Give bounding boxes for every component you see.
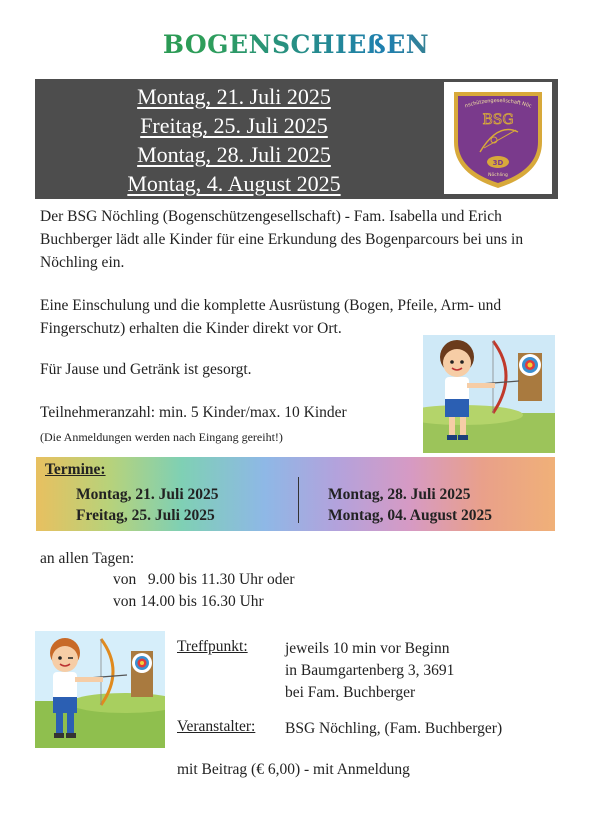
meeting-line: in Baumgartenberg 3, 3691	[285, 662, 455, 679]
date-lines	[35, 82, 433, 198]
boy-archer-clipart	[35, 631, 165, 748]
termine-left-column	[76, 484, 219, 526]
termine-box	[36, 457, 555, 531]
termine-date: Montag, 28. Juli 2025	[328, 486, 471, 503]
date-line: Montag, 21. Juli 2025	[137, 84, 331, 109]
time-slot: von 14.00 bis 16.30 Uhr	[113, 593, 264, 610]
termine-date: Montag, 04. August 2025	[328, 507, 493, 524]
logo-top-text: nschützengesellschaft Nöc	[464, 97, 533, 110]
logo-name: BSG	[482, 112, 514, 128]
date-line: Freitag, 25. Juli 2025	[140, 113, 328, 138]
intro-paragraph: Der BSG Nöchling (Bogenschützengesellschaft) - Fam. Isabella und Erich Buchberger lädt alle Kinder für eine Erkundung des Bogenparcours bei uns in Nöchling ein.	[40, 208, 524, 271]
logo-badge: 3D	[492, 159, 504, 167]
meeting-label: Treffpunkt:	[177, 638, 248, 655]
page-title: BOGENSCHIEßEN	[0, 30, 592, 59]
meeting-line: bei Fam. Buchberger	[285, 684, 416, 701]
bsg-logo-icon	[444, 82, 552, 194]
logo-sub: Nöchling	[488, 173, 508, 178]
termine-label: Termine:	[45, 461, 106, 478]
termine-divider	[298, 477, 299, 523]
termine-date: Freitag, 25. Juli 2025	[76, 507, 215, 524]
schedule-heading: an allen Tagen:	[40, 550, 135, 567]
snack-text: Für Jause und Getränk ist gesorgt.	[40, 361, 252, 378]
equipment-paragraph: Eine Einschulung und die komplette Ausrüstung (Bogen, Pfeile, Arm- und Fingerschutz) erhalten die Kinder direkt vor Ort.	[40, 297, 502, 337]
organizer-label: Veranstalter:	[177, 718, 256, 735]
date-line: Montag, 28. Juli 2025	[137, 142, 331, 167]
termine-right-column	[328, 484, 492, 526]
date-line: Montag, 4. August 2025	[127, 171, 341, 196]
registration-note: (Die Anmeldungen werden nach Eingang gereiht!)	[40, 430, 283, 444]
fee-text: mit Beitrag (€ 6,00) - mit Anmeldung	[177, 761, 410, 778]
organizer-value: BSG Nöchling, (Fam. Buchberger)	[285, 720, 503, 737]
time-slot: von 9.00 bis 11.30 Uhr oder	[113, 571, 295, 588]
dates-banner	[35, 79, 558, 199]
termine-date: Montag, 21. Juli 2025	[76, 486, 219, 503]
participants-text: Teilnehmeranzahl: min. 5 Kinder/max. 10 Kinder	[40, 404, 347, 421]
meeting-details	[285, 638, 454, 704]
meeting-line: jeweils 10 min vor Beginn	[285, 640, 450, 657]
girl-archer-clipart	[423, 335, 555, 453]
